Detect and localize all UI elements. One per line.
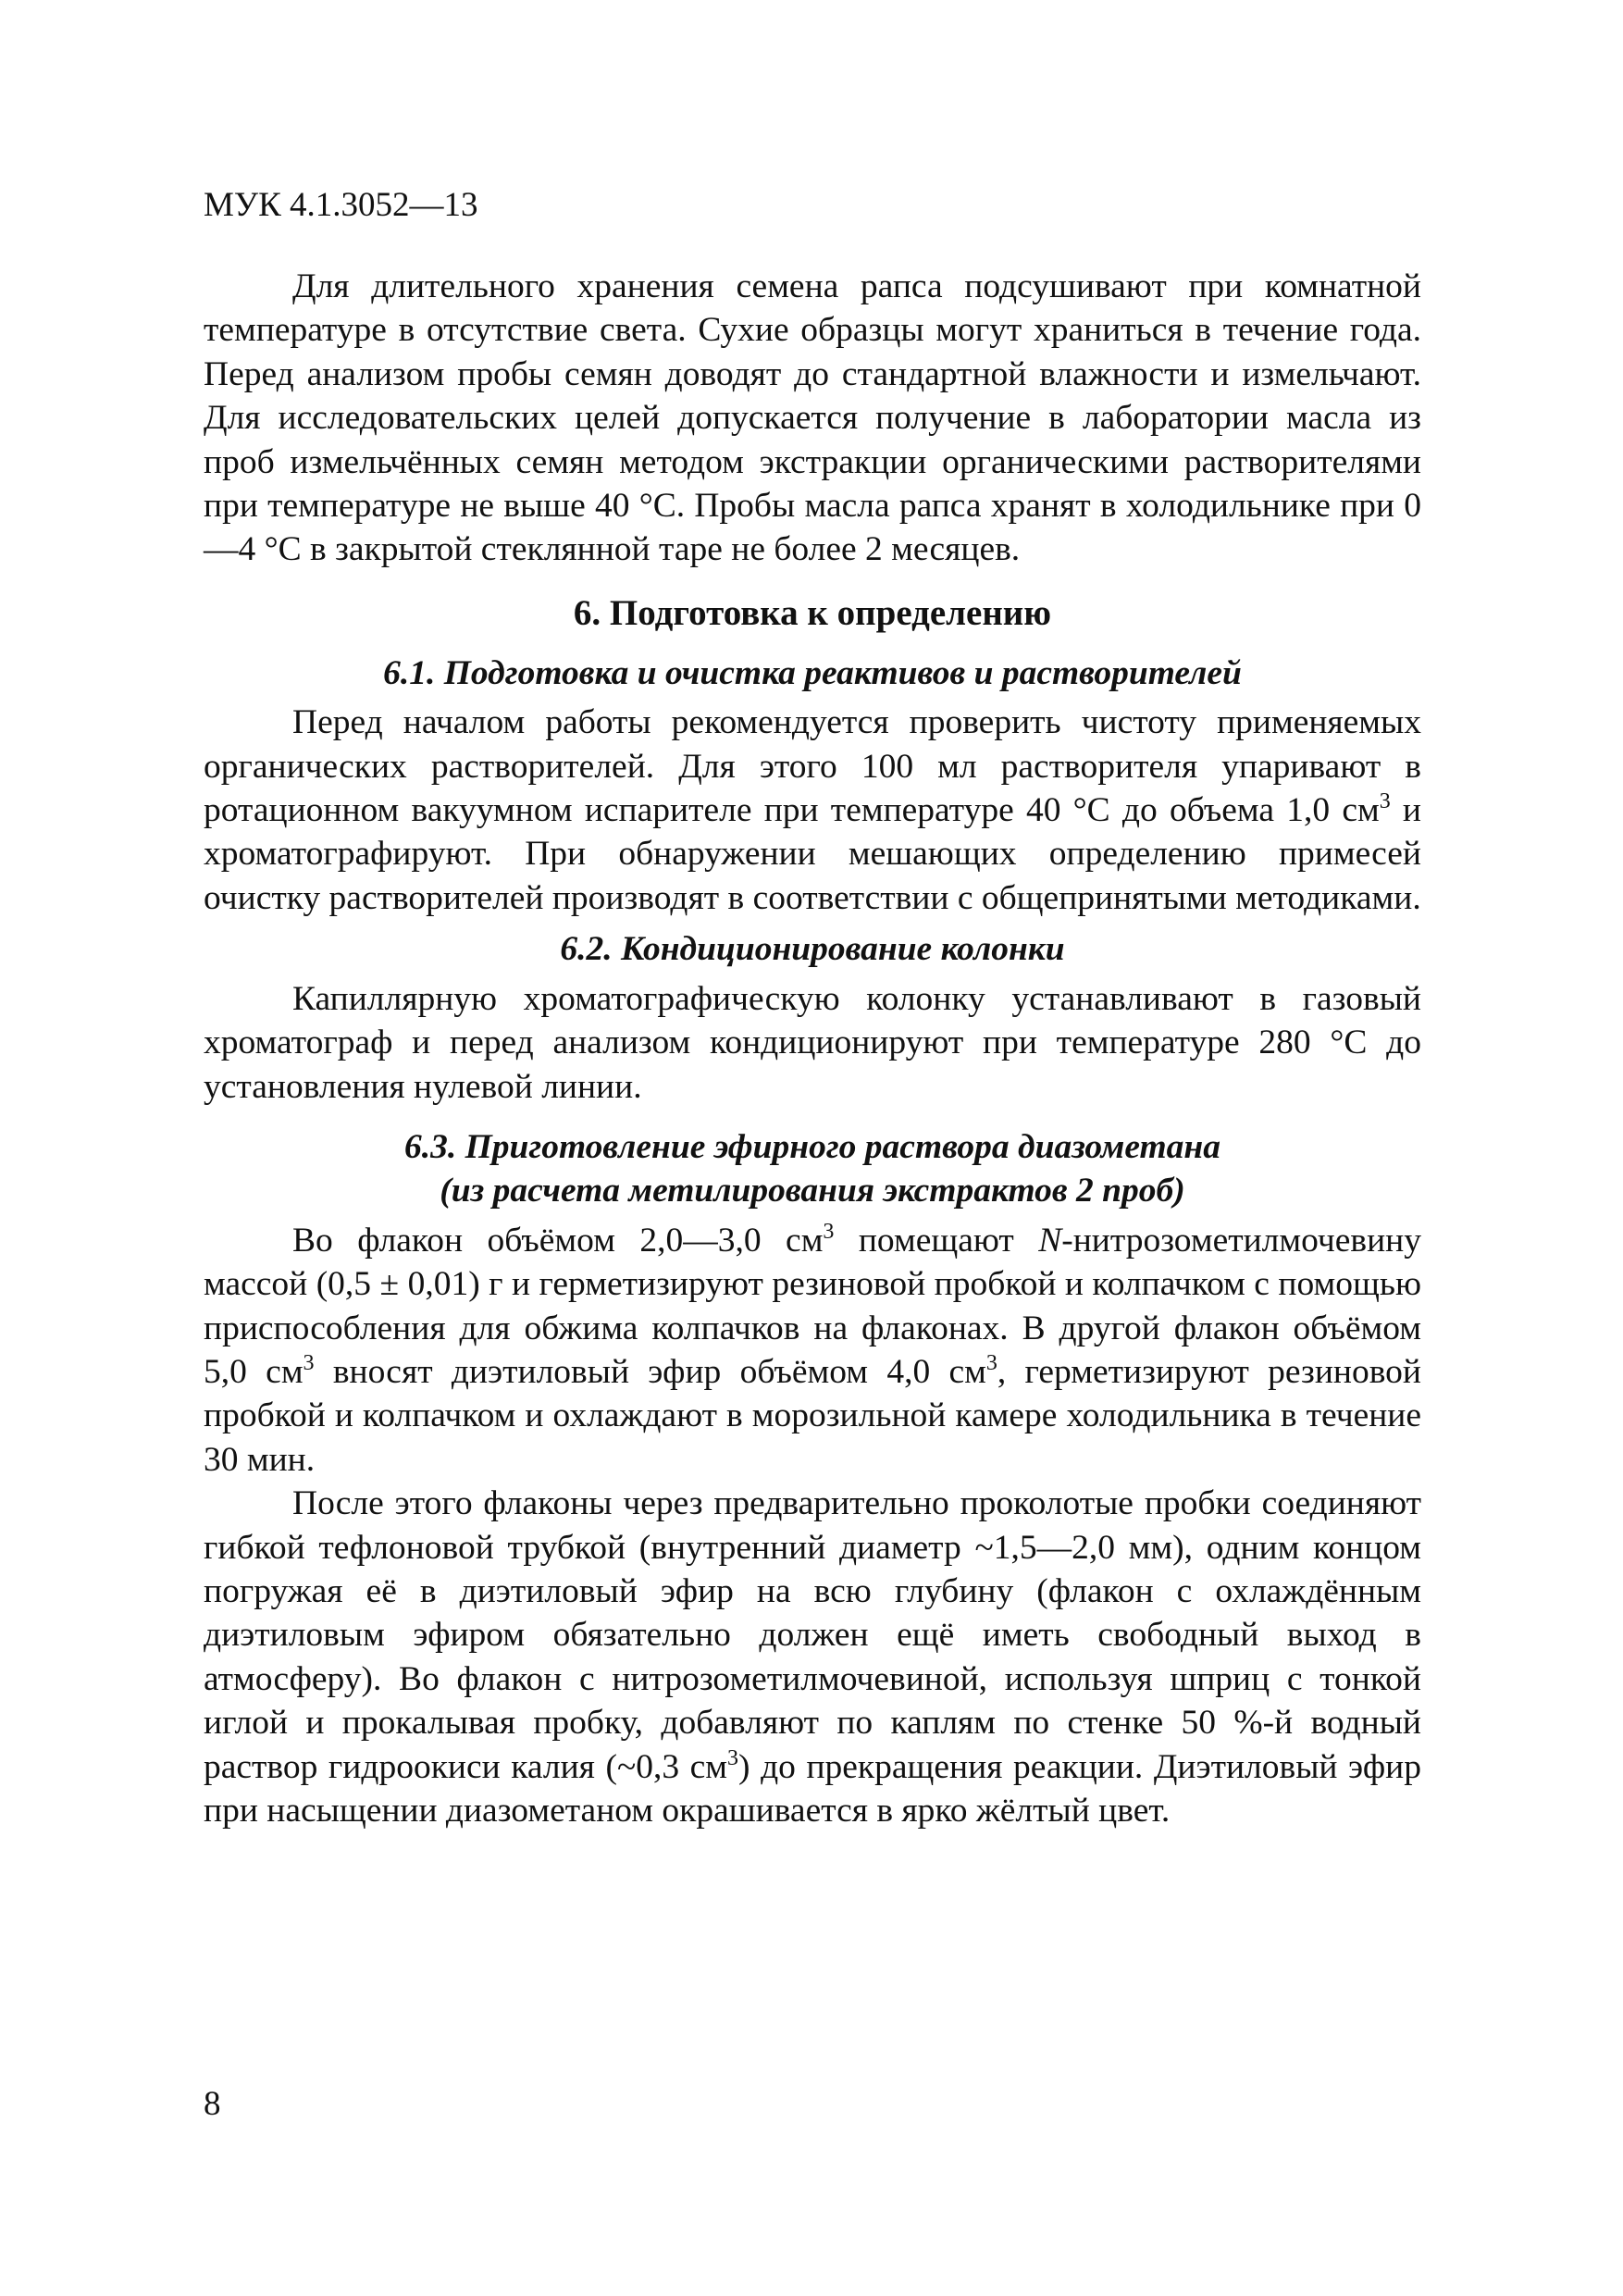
subsection-6-1-paragraph	[204, 701, 1421, 920]
heading-line-2: (из расчета метилирования экстрактов 2 проб)	[440, 1172, 1185, 1210]
subsection-6-1-heading: 6.1. Подготовка и очистка реактивов и растворителей	[383, 653, 1242, 692]
subsection-6-3-paragraph-1	[204, 1219, 1421, 1482]
subsection-6-2-paragraph: Капиллярную хроматографическую колонку устанавливают в газовый хроматограф и перед анализом кондиционируют при температуре 280 °С до установления нулевой линии.	[204, 979, 1421, 1106]
text-run: вносят диэтиловый эфир объёмом 4,0 см	[314, 1352, 986, 1391]
subsection-6-3-paragraph-2	[204, 1482, 1421, 1832]
text-run: Во флакон объёмом 2,0—3,0 см	[292, 1221, 824, 1260]
superscript: 3	[985, 1350, 997, 1375]
text-run: ) до прекращения реакции. Диэтиловый эфир при насыщении диазометаном окрашивается в ярко жёлтый цвет.	[204, 1747, 1421, 1830]
page-number: 8	[204, 2085, 221, 2123]
subsection-6-2-heading: 6.2. Кондиционирование колонки	[560, 930, 1065, 969]
intro-paragraph: Для длительного хранения семена рапса подсушивают при комнатной температуре в отсутствие света. Сухие образцы могут храниться в течение года. Перед анализом пробы семян доводят до стандартной влажности и измельчают. Для исследовательских целей допускается получение в лаборатории масла из проб измельчённых семян методом экстракции органическими растворителями при температуре не выше 40 °С. Пробы масла рапса хранят в холодильнике при 0—4 °С в закрытой стеклянной таре не более 2 месяцев.	[204, 267, 1421, 569]
text-run: и хроматографируют. При обнаружении мешающих определению примесей очистку растворителей производят в соответствии с общепринятыми методиками.	[204, 791, 1421, 917]
subsection-6-3-heading	[204, 1125, 1421, 1213]
page-body	[204, 265, 1421, 1832]
text-run: -нитрозометилмочевину массой (0,5 ± 0,01) г и герметизируют резиновой пробкой и колпачком с помощью приспособления для обжима колпачков на флаконах. В другой флакон объёмом 5,0 см	[204, 1221, 1421, 1391]
text-run: , герметизируют резиновой пробкой и колпачком и охлаждают в морозильной камере холодильника в течение 30 мин.	[204, 1352, 1421, 1479]
text-run: После этого флаконы через предварительно проколотые пробки соединяют гибкой тефлоновой трубкой (внутренний диаметр ~1,5—2,0 мм), одним концом погружая её в диэтиловый эфир на всю глубину (флакон с охлаждённым диэтиловым эфиром обязательно должен ещё иметь свободный выход в атмосферу). Во флакон с нитрозометилмочевиной, используя шприц с тонкой иглой и прокалывая пробку, добавляют по каплям по стенке 50 %-й водный раствор гидроокиси калия (~0,3 см	[204, 1484, 1421, 1786]
superscript: 3	[823, 1219, 835, 1244]
superscript: 3	[727, 1745, 739, 1770]
document-code-header: МУК 4.1.3052—13	[204, 186, 478, 224]
section-6-heading: 6. Подготовка к определению	[573, 592, 1052, 633]
text-run: помещают	[834, 1221, 1039, 1260]
text-run: Перед началом работы рекомендуется проверить чистоту применяемых органических растворителей. Для этого 100 мл растворителя упаривают в ротационном вакуумном испарителе при температуре 40 °С до объема 1,0 см	[204, 703, 1421, 830]
superscript: 3	[303, 1350, 315, 1375]
italic-n: N	[1038, 1221, 1062, 1260]
heading-line-1: 6.3. Приготовление эфирного раствора диазометана	[403, 1127, 1220, 1166]
superscript: 3	[1379, 789, 1391, 814]
